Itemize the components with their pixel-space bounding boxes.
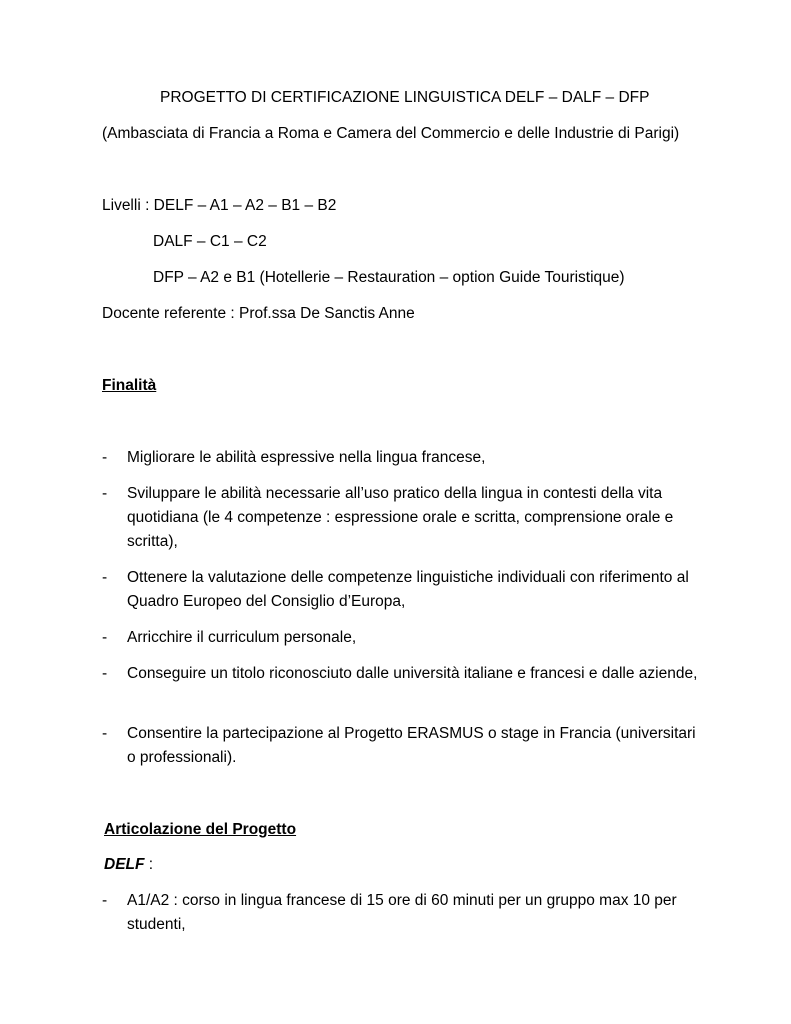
bullet-dash: - [102,892,108,909]
list-item-text: Arricchire il curriculum personale, [127,629,357,646]
section-heading-finalita: Finalità [102,377,157,394]
list-item [102,566,702,614]
delf-label: DELF [104,856,145,873]
delf-colon: : [144,856,154,873]
document-title: PROGETTO DI CERTIFICAZIONE LINGUISTICA DELF – DALF – DFP [160,89,650,106]
list-item [102,889,702,937]
teacher-referent: Docente referente : Prof.ssa De Sanctis Anne [102,305,415,322]
bullet-dash: - [102,725,108,742]
document-subtitle: (Ambasciata di Francia a Roma e Camera del Commercio e delle Industrie di Parigi) [102,125,680,142]
levels-line-delf: Livelli : DELF – A1 – A2 – B1 – B2 [102,197,337,214]
finalita-list [102,482,702,554]
finalita-list [102,626,702,650]
list-item-text: Conseguire un titolo riconosciuto dalle università italiane e francesi e dalle aziende, [127,665,698,682]
list-item [102,722,702,770]
finalita-list [102,662,702,686]
bullet-dash: - [102,449,108,466]
finalita-list [102,722,702,770]
delf-subheading [104,853,153,877]
list-item [102,446,702,470]
list-item-text: Sviluppare le abilità necessarie all’uso pratico della lingua in contesti della vita quotidiana (le 4 competenze : espressione orale e scritta, comprensione orale e scritta), [127,485,674,550]
articolazione-list [102,889,702,937]
finalita-list [102,446,702,470]
levels-line-dfp: DFP – A2 e B1 (Hotellerie – Restauration – option Guide Touristique) [153,269,625,286]
bullet-dash: - [102,665,108,682]
list-item-text: Ottenere la valutazione delle competenze linguistiche individuali con riferimento al Quadro Europeo del Consiglio d’Europa, [127,569,689,610]
section-heading-articolazione: Articolazione del Progetto [104,821,297,838]
bullet-dash: - [102,629,108,646]
list-item [102,626,702,650]
bullet-dash: - [102,485,108,502]
levels-line-dalf: DALF – C1 – C2 [153,233,267,250]
list-item [102,482,702,554]
bullet-dash: - [102,569,108,586]
list-item-text: A1/A2 : corso in lingua francese di 15 ore di 60 minuti per un gruppo max 10 per studenti, [127,892,677,933]
list-item-text: Consentire la partecipazione al Progetto ERASMUS o stage in Francia (universitari o professionali). [127,725,696,766]
list-item [102,662,702,686]
list-item-text: Migliorare le abilità espressive nella lingua francese, [127,449,486,466]
finalita-list [102,566,702,614]
